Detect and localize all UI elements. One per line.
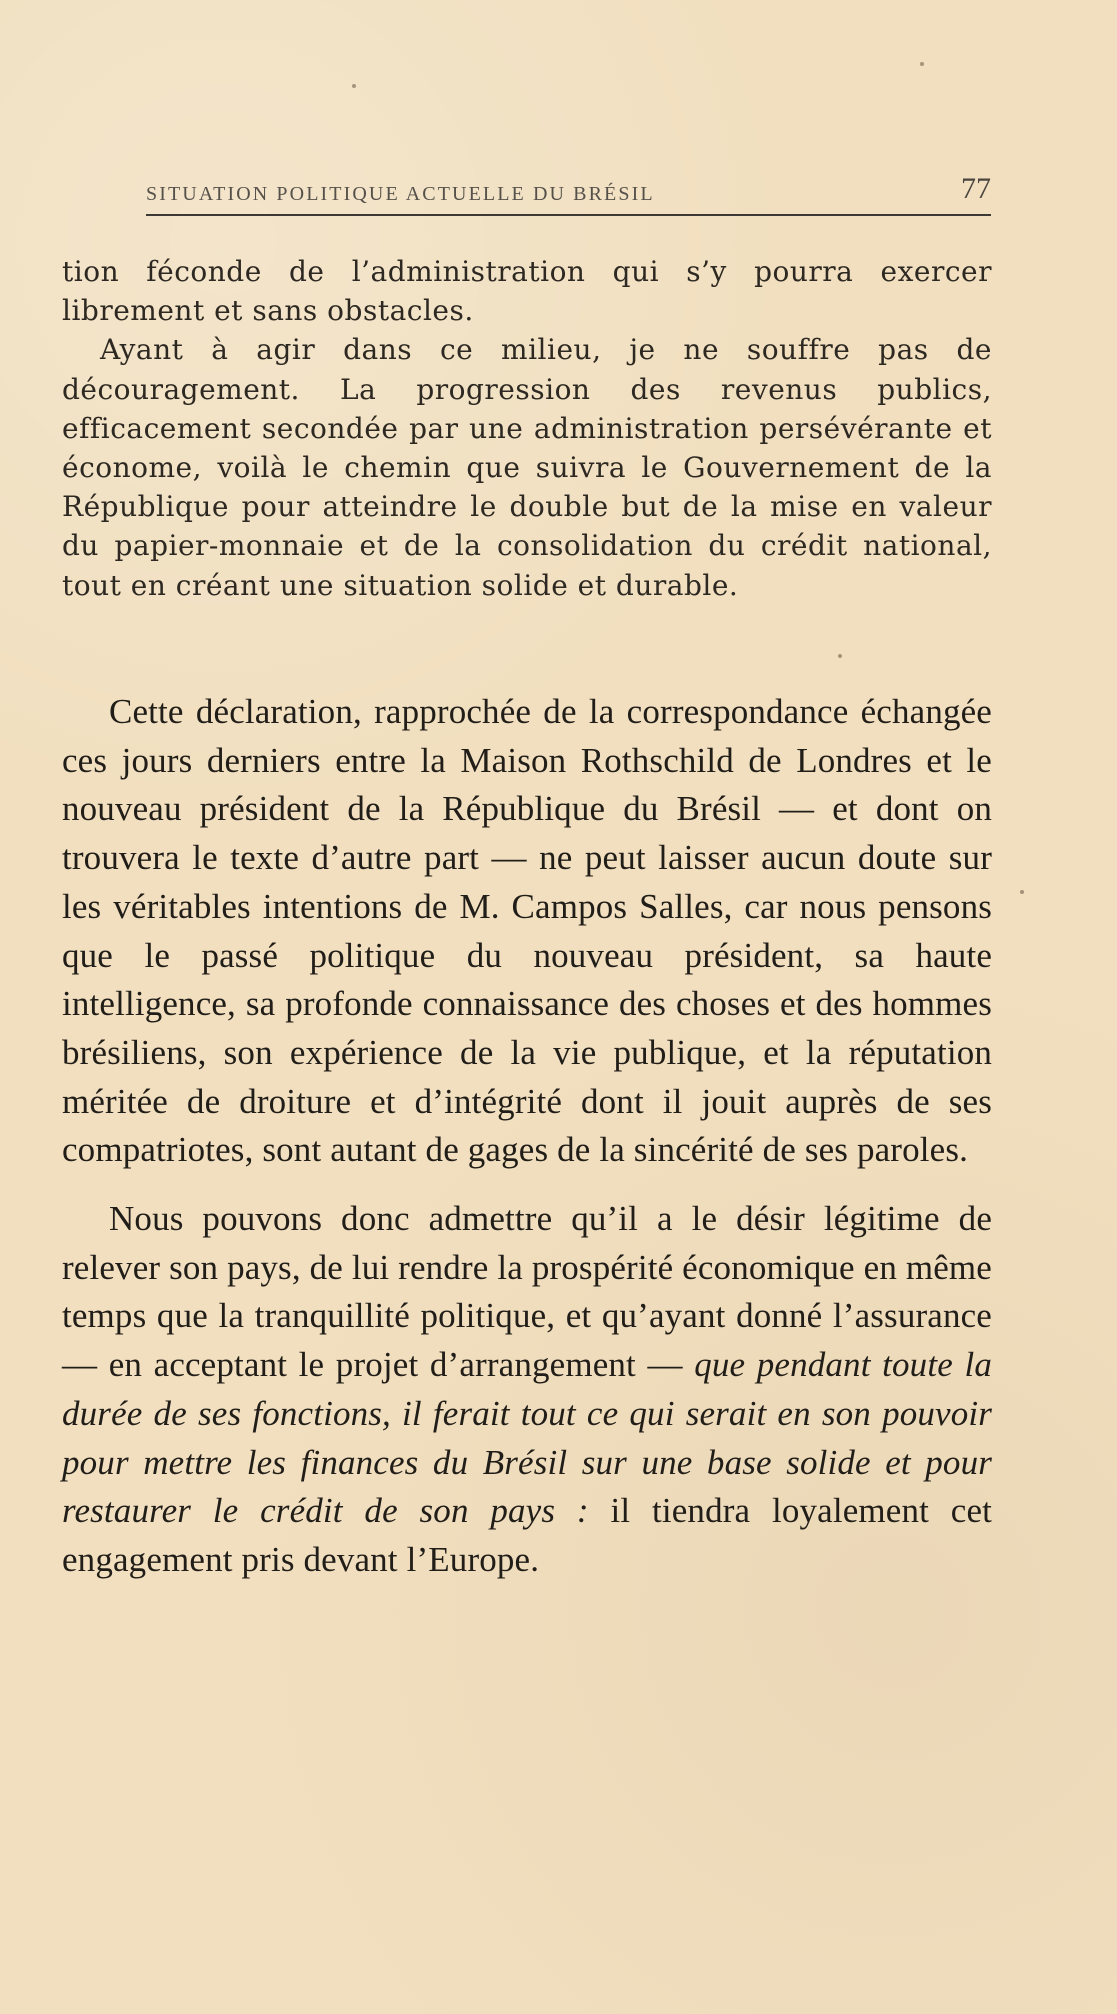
running-head: SITUATION POLITIQUE ACTUELLE DU BRÉSIL bbox=[146, 183, 655, 205]
small-paragraph-1: tion féconde de l’administration qui s’y pourra exercer librement et sans obstacles. bbox=[62, 255, 992, 328]
small-paragraph-2: Ayant à agir dans ce milieu, je ne souffre pas de découragement. La progression des revenus publics, efficacement secondée par une administration persévérante et économe, voilà le chemin que suivra le Gouvernement de la République pour atteindre le double but de la mise en valeur du papier-monnaie et de la consolidation du crédit national, tout en créant une situation solide et durable. bbox=[62, 333, 992, 602]
header-rule bbox=[146, 214, 991, 216]
main-paragraph-2-intro: Nous pouvons donc admettre qu’il a le désir légitime de relever son pays, de lui rendre la prospérité économique en même temps que la tranquillité politique, et qu’ayant donné l’assurance — en acceptant le projet d’arrangement — bbox=[62, 1199, 992, 1385]
main-paragraph-2-italic-quote: que pendant toute la durée de ses fonctions, il ferait tout ce qui serait en son pouvoir pour mettre les finances du Brésil sur une base solide et pour restaurer le crédit de son pays : bbox=[62, 1345, 992, 1531]
quoted-small-text-block bbox=[62, 252, 992, 605]
paper-speck bbox=[1020, 890, 1024, 894]
main-paragraph-2-ending: il tiendra loyalement cet engagement pris devant l’Europe. bbox=[62, 1491, 993, 1579]
main-paragraph-2 bbox=[62, 1195, 992, 1585]
main-text-block bbox=[62, 688, 992, 1585]
main-paragraph-1: Cette déclaration, rapprochée de la correspondance échangée ces jours derniers entre la Maison Rothschild de Londres et le nouveau président de la République du Brésil — et dont on trouvera le texte d’autre part — ne peut laisser aucun doute sur les véritables intentions de M. Campos Salles, car nous pensons que le passé politique du nouveau président, sa haute intelligence, sa profonde connaissance des choses et des hommes brésiliens, son expérience de la vie publique, et la réputation méritée de droiture et d’intégrité dont il jouit auprès de ses compatriotes, sont autant de gages de la sincérité de ses paroles. bbox=[62, 692, 992, 1170]
paper-speck bbox=[352, 84, 356, 88]
page-number: 77 bbox=[961, 172, 991, 205]
paper-speck bbox=[920, 62, 924, 66]
paper-speck bbox=[838, 654, 842, 658]
page-header bbox=[146, 160, 991, 204]
